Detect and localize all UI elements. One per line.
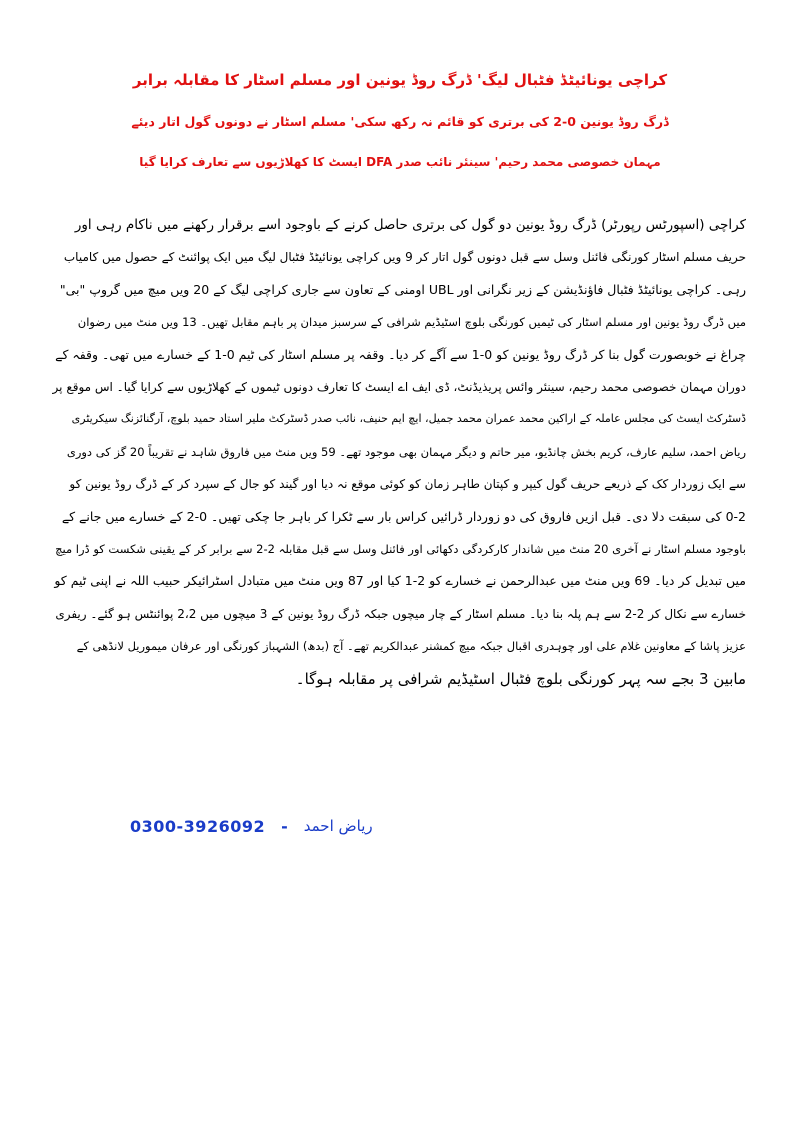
body-line-last: مابین 3 بجے سہ پہر کورنگی بلوچ فٹبال اسٹیڈیم شرافی پر مقابلہ ہوگا۔ [295, 669, 746, 688]
body-line: میں تبدیل کر دیا۔ 69 ویں منٹ میں عبدالرحمن نے خسارے کو 2-1 کیا اور 87 ویں منٹ میں متبادل اسٹرائیکر حبیب اللہ نے اپنی ٹیم کو [54, 573, 746, 589]
body-line: چراغ نے خوبصورت گول بنا کر ڈرگ روڈ یونین کو 0-1 سے آگے کر دیا۔ وقفہ پر مسلم اسٹار کی ٹیم 0-1 کے خسارے میں تھی۔ وقفہ کے [55, 346, 746, 362]
body-line: ریاض احمد، سلیم عارف، کریم بخش چانڈیو، میر حاتم و دیگر مہمان بھی موجود تھے۔ 59 ویں منٹ میں فاروق شاہد نے تقریباً 20 گز کی دوری [66, 444, 746, 459]
headline-2: ڈرگ روڈ یونین 0-2 کی برتری کو قائم نہ رکھ سکی' مسلم اسٹار نے دونوں گول اتار دیئے [131, 114, 669, 129]
body-line: حریف مسلم اسٹار کورنگی فائنل وسل سے قبل دونوں گول اتار کر 9 ویں کراچی یونائیٹڈ فٹبال لیگ میں ایک پوائنٹ کے حصول میں کامیاب [63, 250, 746, 265]
phone-number: 0300-3926092 [130, 816, 266, 836]
headline-block [130, 60, 670, 183]
body-line: رہی۔ کراچی یونائیٹڈ فٹبال فاؤنڈیشن کے زیر نگرانی اور UBL اومنی کے تعاون سے جاری کراچی لیگ کے 20 ویں میچ میں گروپ "بی" [59, 281, 746, 297]
body-line: میں ڈرگ روڈ یونین اور مسلم اسٹار کی ٹیمیں کورنگی بلوچ اسٹیڈیم شرافی کے سرسبز میدان پر باہم مقابل تھیں۔ 13 ویں منٹ میں رضوان [77, 315, 746, 330]
byline [130, 812, 373, 840]
author-name: ریاض احمد [303, 817, 373, 835]
body-line: باوجود مسلم اسٹار نے آخری 20 منٹ میں شاندار کارکردگی دکھائی اور فائنل وسل سے قبل مقابلہ 2-2 سے برابر کر کے یقینی شکست کو ڈرا میچ [55, 542, 746, 557]
headline-3: مہمان خصوصی محمد رحیم' سینئر نائب صدر DFA ایسٹ کا کھلاڑیوں سے تعارف کرایا گیا [139, 155, 661, 169]
body-line: خسارے سے نکال کر 2-2 سے ہم پلہ بنا دیا۔ مسلم اسٹار کے چار میچوں جبکہ ڈرگ روڈ یونین کے 3 میچوں میں 2،2 پوائنٹس ہو گئے۔ ریفری [55, 606, 746, 621]
body-line: کراچی (اسپورٹس رپورٹر) ڈرگ روڈ یونین دو گول کی برتری حاصل کرنے کے باوجود اسے برقرار رکھنے میں ناکام رہی اور [74, 217, 746, 233]
article-body [52, 209, 746, 695]
byline-separator: - [281, 816, 288, 836]
body-line: دوران مہمان خصوصی محمد رحیم، سینئر وائس پریذیڈنٹ، ڈی ایف اے ایسٹ کا تعارف دونوں ٹیموں کے کھلاڑیوں سے کرایا گیا۔ اس موقع پر [52, 380, 746, 395]
body-line: عزیز پاشا کے معاونین غلام علی اور چوہدری اقبال جبکہ میچ کمشنر عبدالکریم تھے۔ آج (بدھ) الشہباز کورنگی اور عرفان میموریل لانڈھی کے [76, 639, 746, 654]
body-line: ڈسٹرکٹ ایسٹ کی مجلس عاملہ کے اراکین محمد عمران محمد جمیل، ایچ ایم حنیف، نائب صدر ڈسٹرکٹ ملیر استاد حمید بلوچ، آرگنائزنگ سیکریٹری [71, 412, 746, 426]
headline-1: کراچی یونائیٹڈ فٹبال لیگ' ڈرگ روڈ یونین اور مسلم اسٹار کا مقابلہ برابر [132, 71, 668, 89]
body-line: سے ایک زوردار کک کے ذریعے حریف گول کیپر و کپتان طاہر زمان کو کوئی موقع نہ دیا اور گیند کو جال کے سپرد کر کے ڈرگ روڈ یونین کو [69, 477, 746, 492]
body-line: 0-2 کی سبقت دلا دی۔ قبل ازیں فاروق کی دو زوردار ڈرائیں کراس بار سے ٹکرا کر باہر جا چکی تھیں۔ 0-2 کے خسارے میں جانے کے [61, 508, 746, 524]
